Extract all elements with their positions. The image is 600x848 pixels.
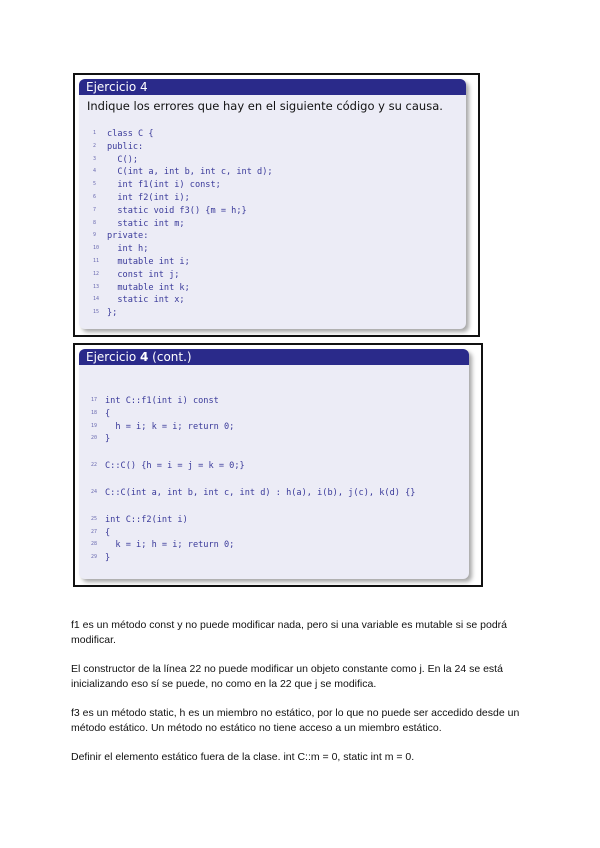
code-line [91,513,415,526]
line-number: 24 [91,488,98,495]
code-text: { [105,527,111,538]
code-text: C::C(int a, int b, int c, int d) : h(a), i(b), j(c), k(d) {} [105,487,416,498]
code-text: class C { [107,128,154,139]
line-number: 17 [91,397,98,403]
line-number: 8 [93,219,97,226]
line-number: 19 [91,422,98,429]
slide-1 [73,73,480,337]
code-text: } [105,434,111,445]
code-line [91,538,415,551]
answer-paragraph: f3 es un método static, h es un miembro no estático, por lo que no puede ser accedido desde un método estático. Un método no estático no tiene acceso a un miembro estático. [71,707,520,734]
code-text: mutable int i; [107,256,190,267]
line-number: 5 [93,181,97,188]
code-text: int f1(int i) const; [107,180,221,191]
code-text: static void f3() {m = h;} [107,205,247,216]
answers [71,618,541,779]
code-line [93,178,273,191]
block-title: Ejercicio 4 [79,79,466,95]
code-line [93,293,273,306]
code-text: int C::f2(int i) [105,514,188,525]
answer-paragraph: f1 es un método const y no puede modificar nada, pero si una variable es mutable si se podrá modificar. [71,619,508,646]
block-body [79,99,466,319]
code-line [93,204,273,217]
line-number: 20 [91,435,98,442]
line-number: 15 [93,309,100,316]
code-text: static int m; [107,218,185,229]
line-number: 3 [93,155,97,162]
code-line [91,499,415,513]
line-number: 6 [93,193,97,200]
code-line [93,229,273,242]
code-text: k = i; h = i; return 0; [105,540,235,551]
line-number: 13 [93,283,100,290]
code-text: } [105,553,111,564]
title-number: 4 [140,350,149,364]
code-text: C(int a, int b, int c, int d); [107,167,273,178]
code-line [91,420,415,433]
answer-paragraph: El constructor de la línea 22 no puede modificar un objeto constante como j. En la 24 se está inicializando eso sí se puede, no como en la 22 que j se modifica. [71,663,503,690]
line-number: 4 [93,168,97,175]
code-text: h = i; k = i; return 0; [105,421,235,432]
code-line [93,255,273,268]
code-line [91,526,415,539]
line-number: 14 [93,296,100,303]
code-line [91,432,415,445]
code-line [93,281,273,294]
code-text: mutable int k; [107,282,190,293]
line-number: 29 [91,554,98,561]
exercise-prompt: Indique los errores que hay en el siguiente código y su causa. [87,99,443,113]
code-text: int C::f1(int i) const [105,395,219,406]
code-text: C(); [107,154,139,165]
code-line [93,153,273,166]
line-number: 10 [93,245,100,252]
code-line [93,191,273,204]
code-line [93,306,273,319]
code-line [91,394,415,407]
line-number: 7 [93,206,97,213]
line-number: 25 [91,515,98,522]
line-number: 11 [93,257,100,264]
line-number: 22 [91,462,98,469]
code-line [91,445,415,459]
line-number: 27 [91,528,98,535]
code-line [91,472,415,486]
title-suffix: (cont.) [148,350,192,364]
title-prefix: Ejercicio [86,350,140,364]
code-line [91,486,415,499]
code-line [93,140,273,153]
code-text: const int j; [107,269,180,280]
code-listing-cont [91,394,415,564]
code-line [93,217,273,230]
code-text: static int x; [107,295,185,306]
slide-2 [73,343,483,587]
code-text: public: [107,141,144,152]
line-number: 2 [93,142,97,149]
code-line [91,459,415,472]
block-title-cont [79,349,469,365]
line-number: 1 [93,130,97,136]
code-text: private: [107,231,149,242]
line-number: 18 [91,409,98,416]
answer-paragraph: Definir el elemento estático fuera de la clase. int C::m = 0, static int m = 0. [71,751,415,763]
exercise-block [79,79,466,329]
line-number: 28 [91,541,98,548]
code-text: int f2(int i); [107,192,190,203]
code-line [93,268,273,281]
code-listing [93,127,273,319]
code-text: int h; [107,244,149,255]
code-line [93,242,273,255]
code-text: C::C() {h = i = j = k = 0;} [105,461,245,472]
code-line [93,165,273,178]
exercise-block-cont [79,349,469,579]
code-line [93,127,273,140]
line-number: 12 [93,270,100,277]
line-number: 9 [93,232,97,239]
code-text: }; [107,308,118,319]
code-line [91,407,415,420]
code-line [91,551,415,564]
code-text: { [105,408,111,419]
